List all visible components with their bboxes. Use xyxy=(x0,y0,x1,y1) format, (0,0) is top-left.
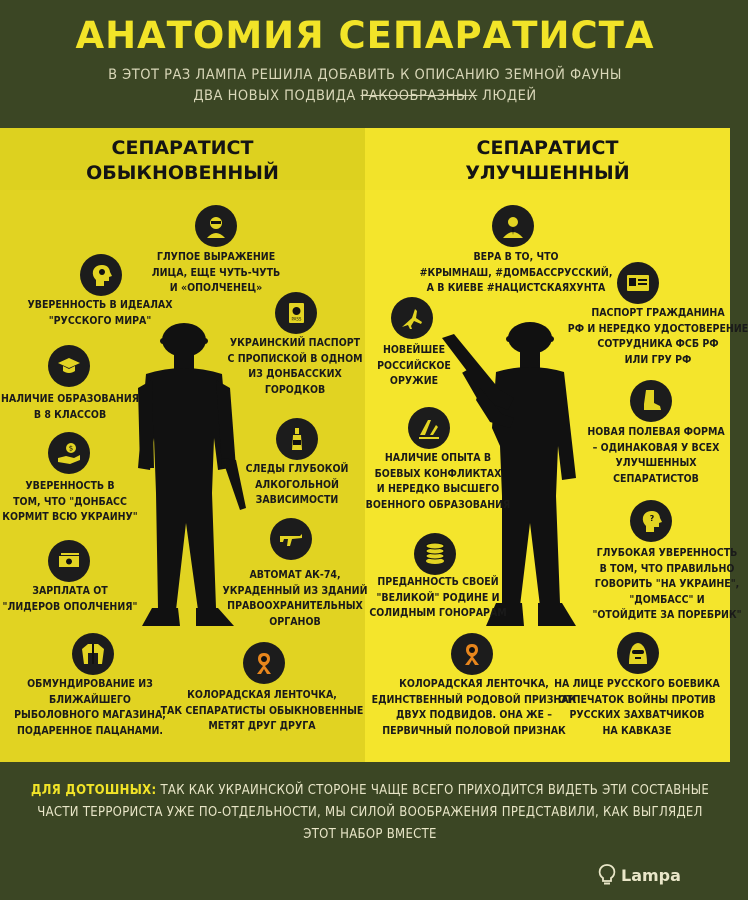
money-hand-icon xyxy=(48,432,90,474)
feature-label-line: ГЛУПОЕ ВЫРАЖЕНИЕ xyxy=(156,251,276,263)
feature-label-line: ГОВОРИТЬ "НА УКРАИНЕ", xyxy=(594,578,740,590)
feature-label-line: ПЕРВИЧНЫЙ ПОЛОВОЙ ПРИЗНАК xyxy=(382,724,566,737)
combat-icon xyxy=(408,407,450,449)
feature-label-line: МЕТЯТ ДРУГ ДРУГА xyxy=(208,720,316,732)
idea-head-icon xyxy=(80,254,122,296)
feature-label-line: В ТОМ, ЧТО ПРАВИЛЬНО xyxy=(599,562,735,575)
feature-label-line: УКРАДЕННЫЙ ИЗ ЗДАНИЙ xyxy=(222,584,368,597)
feature-label-line: В 8 КЛАССОВ xyxy=(33,408,107,421)
feature-label-line: ДВУХ ПОДВИДОВ. ОНА ЖЕ – xyxy=(395,709,552,721)
right-feature-label xyxy=(377,343,451,390)
id-card-icon xyxy=(617,262,659,304)
coins-icon xyxy=(414,533,456,575)
svg-text:$: $ xyxy=(68,444,74,453)
feature-label-line: НОВАЯ ПОЛЕВАЯ ФОРМА xyxy=(587,426,725,438)
feature-label-line: ТАК СЕПАРАТИСТЫ ОБЫКНОВЕННЫЕ xyxy=(160,704,364,717)
svg-text:PASS: PASS xyxy=(291,316,302,322)
boot-icon xyxy=(630,380,672,422)
right-feature-label xyxy=(554,677,720,739)
left-feature-label xyxy=(3,584,138,615)
banknotes-icon xyxy=(48,540,90,582)
feature-label-line: ТОМ, ЧТО "ДОНБАСС xyxy=(13,495,127,508)
column-title-line: СЕПАРАТИСТ xyxy=(476,137,619,159)
lamp-icon xyxy=(598,864,616,886)
column-title-improved xyxy=(365,136,730,186)
graduation-cap-icon xyxy=(48,345,90,387)
left-feature-label xyxy=(14,677,166,739)
agent-icon xyxy=(492,205,534,247)
feature-label-line: "ДОМБАСС" И xyxy=(629,593,705,606)
column-title-line: ОБЫКНОВЕННЫЙ xyxy=(86,162,279,184)
mind-icon xyxy=(630,500,672,542)
subtitle-end: ЛЮДЕЙ xyxy=(477,88,537,104)
ribbon-icon xyxy=(451,633,493,675)
feature-label-line: ПОДАРЕННОЕ ПАЦАНАМИ. xyxy=(16,724,164,737)
feature-label-line: БЛИЖАЙШЕГО xyxy=(49,693,131,706)
feature-label-line: И «ОПОЛЧЕНЕЦ» xyxy=(169,282,263,294)
rifle-icon xyxy=(270,518,312,560)
column-title-line: УЛУЧШЕННЫЙ xyxy=(465,162,630,184)
bottle-icon xyxy=(276,418,318,460)
feature-label-line: "РУССКОГО МИРА" xyxy=(48,314,152,327)
passport-icon xyxy=(275,292,317,334)
feature-label-line: ОТПЕЧАТОК ВОЙНЫ ПРОТИВ xyxy=(558,693,716,706)
feature-label-line: "ЛИДЕРОВ ОПОЛЧЕНИЯ" xyxy=(2,600,138,613)
feature-label-line: СЛЕДЫ ГЛУБОКОЙ xyxy=(245,463,349,475)
left-feature-label xyxy=(1,392,139,423)
feature-label-line: ЗАВИСИМОСТИ xyxy=(255,494,339,506)
feature-label-line: БОЕВЫХ КОНФЛИКТАХ xyxy=(374,467,502,480)
left-feature-label xyxy=(246,462,349,509)
feature-label-line: ИЗ ДОНБАССКИХ xyxy=(248,368,342,380)
svg-text:?: ? xyxy=(649,514,655,523)
feature-label-line: "ВЕЛИКОЙ" РОДИНЕ И xyxy=(376,591,500,604)
feature-label-line: ГЛУБОКАЯ УВЕРЕННОСТЬ xyxy=(596,547,738,559)
left-feature-label xyxy=(152,250,280,297)
feature-label-line: РФ И НЕРЕДКО УДОСТОВЕРЕНИЕ xyxy=(567,322,748,335)
face-icon xyxy=(195,205,237,247)
left-feature-label xyxy=(223,568,368,630)
ribbon-icon xyxy=(243,642,285,684)
feature-label-line: РУССКИХ ЗАХВАТЧИКОВ xyxy=(569,709,705,721)
feature-label-line: НА КАВКАЗЕ xyxy=(602,724,672,737)
feature-label-line: РОССИЙСКОЕ xyxy=(377,359,451,372)
left-feature-label xyxy=(161,688,364,735)
feature-label-line: АВТОМАТ АК-74, xyxy=(249,569,341,581)
subtitle-start: ДВА НОВЫХ ПОДВИДА xyxy=(193,88,361,104)
jet-icon xyxy=(391,297,433,339)
right-feature-label xyxy=(592,546,741,624)
feature-label-line: А В КИЕВЕ #НАЦИСТСКАЯХУНТА xyxy=(426,282,606,294)
feature-label-line: ПРЕДАННОСТЬ СВОЕЙ xyxy=(377,576,499,588)
footer-note xyxy=(30,780,710,846)
feature-label-line: С ПРОПИСКОЙ В ОДНОМ xyxy=(227,352,363,365)
feature-label-line: НАЛИЧИЕ ОПЫТА В xyxy=(384,452,492,464)
feature-label-line: ЗАРПЛАТА ОТ xyxy=(32,585,108,597)
feature-label-line: УЛУЧШЕННЫХ xyxy=(615,457,697,469)
feature-label-line: НАЛИЧИЕ ОБРАЗОВАНИЯ xyxy=(0,393,140,405)
footer-body: ТАК КАК УКРАИНСКОЙ СТОРОНЕ ЧАЩЕ ВСЕГО ПРИХОДИТСЯ ВИДЕТЬ ЭТИ СОСТАВНЫЕ ЧАСТИ ТЕРРОРИСТА УЖЕ ПО-ОТДЕЛЬНОСТИ, МЫ СИЛОЙ ВООБРАЖЕНИЯ ПРЕДСТАВИЛИ, КАК ВЫГЛЯДЕЛ ЭТОТ НАБОР ВМЕСТЕ xyxy=(37,783,710,842)
footer-lead: ДЛЯ ДОТОШНЫХ: xyxy=(30,783,157,798)
feature-label-line: НОВЕЙШЕЕ xyxy=(382,344,446,356)
logo-text: Lampa xyxy=(621,865,681,885)
feature-label-line: ВЕРА В ТО, ЧТО xyxy=(473,251,559,263)
subtitle-line-2 xyxy=(0,88,730,104)
feature-label-line: ПРАВООХРАНИТЕЛЬНЫХ xyxy=(227,600,363,612)
feature-label-line: АЛКОГОЛЬНОЙ xyxy=(255,478,339,491)
feature-label-line: КОЛОРАДСКАЯ ЛЕНТОЧКА, xyxy=(187,689,337,701)
feature-label-line: УВЕРЕННОСТЬ В ИДЕАЛАХ xyxy=(27,299,173,311)
feature-label-line: "ОТОЙДИТЕ ЗА ПОРЕБРИК" xyxy=(592,609,742,621)
feature-label-line: КОРМИТ ВСЮ УКРАИНУ" xyxy=(2,511,138,523)
feature-label-line: – ОДИНАКОВАЯ У ВСЕХ xyxy=(592,441,720,454)
feature-label-line: ОБМУНДИРОВАНИЕ ИЗ xyxy=(27,678,153,690)
feature-label-line: ЛИЦА, ЕЩЕ ЧУТЬ-ЧУТЬ xyxy=(151,266,281,279)
feature-label-line: ГОРОДКОВ xyxy=(264,383,326,396)
feature-label-line: И НЕРЕДКО ВЫСШЕГО xyxy=(376,483,500,495)
page-title: АНАТОМИЯ СЕПАРАТИСТА xyxy=(75,14,655,57)
column-title-ordinary xyxy=(0,136,365,186)
left-feature-label xyxy=(2,479,137,526)
feature-label-line: РЫБОЛОВНОГО МАГАЗИНА, xyxy=(14,709,166,721)
right-feature-label xyxy=(587,425,724,487)
feature-label-line: ОРГАНОВ xyxy=(269,615,321,628)
feature-label-line: СОТРУДНИКА ФСБ РФ xyxy=(597,338,719,350)
right-feature-label xyxy=(366,451,511,513)
column-title-line: СЕПАРАТИСТ xyxy=(111,137,254,159)
subtitle-line-1: В ЭТОТ РАЗ ЛАМПА РЕШИЛА ДОБАВИТЬ К ОПИСАНИЮ ЗЕМНОЙ ФАУНЫ xyxy=(108,67,622,83)
feature-label-line: ИЛИ ГРУ РФ xyxy=(624,353,692,366)
feature-label-line: ВОЕННОГО ОБРАЗОВАНИЯ xyxy=(365,498,511,511)
subtitle-struck-word: РАКООБРАЗНЫХ xyxy=(360,88,478,104)
right-feature-label xyxy=(369,575,506,622)
feature-label-line: СЕПАРАТИСТОВ xyxy=(613,472,699,485)
feature-label-line: #КРЫМНАШ, #ДОМБАССРУССКИЙ, xyxy=(419,266,613,279)
right-feature-label xyxy=(372,677,577,739)
lampa-logo xyxy=(598,864,681,886)
feature-label-line: ПАСПОРТ ГРАЖДАНИНА xyxy=(591,307,725,319)
balaclava-icon xyxy=(617,632,659,674)
right-feature-label xyxy=(420,250,613,297)
feature-label-line: УКРАИНСКИЙ ПАСПОРТ xyxy=(229,337,361,349)
feature-label-line: УВЕРЕННОСТЬ В xyxy=(25,480,115,492)
left-feature-label xyxy=(27,298,172,329)
feature-label-line: ЕДИНСТВЕННЫЙ РОДОВОЙ ПРИЗНАК xyxy=(371,693,577,706)
feature-label-line: СОЛИДНЫМ ГОНОРАРАМ xyxy=(369,607,507,619)
jacket-icon xyxy=(72,633,114,675)
left-feature-label xyxy=(227,336,362,398)
feature-label-line: ОРУЖИЕ xyxy=(389,375,439,387)
feature-label-line: НА ЛИЦЕ РУССКОГО БОЕВИКА xyxy=(554,678,720,690)
right-feature-label xyxy=(568,306,748,368)
feature-label-line: КОЛОРАДСКАЯ ЛЕНТОЧКА, xyxy=(399,678,549,690)
